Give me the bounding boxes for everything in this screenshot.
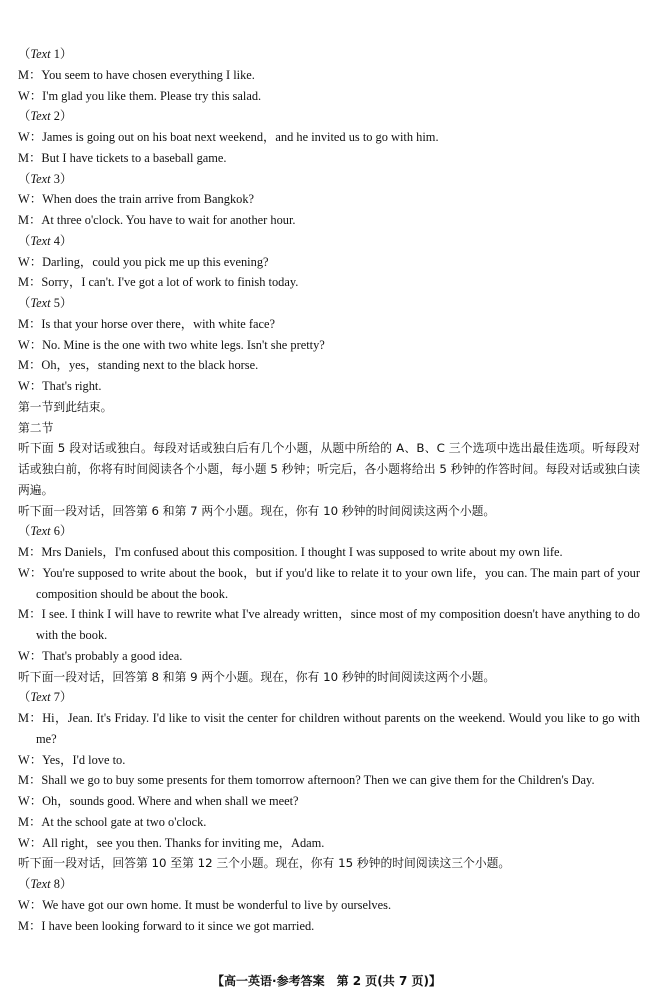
label-open-paren: （: [18, 524, 31, 539]
label-word: Text: [30, 877, 51, 891]
label-number: 7）: [50, 690, 73, 705]
text-section-label: [18, 687, 640, 708]
dialogue-line: M：I see. I think I will have to rewrite what I've already written，since most of my composition doesn't have anything to do with the book.: [18, 607, 640, 642]
dialogue-line: W：I'm glad you like them. Please try this salad.: [18, 88, 262, 103]
dialogue-line: M：Mrs Daniels，I'm confused about this composition. I thought I was supposed to write about my own life.: [18, 545, 563, 559]
label-word: Text: [30, 109, 51, 124]
text-section-label: [18, 169, 640, 190]
transcript-body: [18, 44, 640, 936]
label-number: 2）: [50, 109, 73, 124]
label-word: Text: [30, 171, 51, 186]
label-number: 5）: [50, 296, 73, 310]
instruction-line: 听下面一段对话，回答第 6 和第 7 两个小题。现在，你有 10 秒钟的时间阅读这两个小题。: [18, 503, 496, 518]
label-word: Text: [30, 47, 51, 61]
text-section-label: [18, 44, 640, 65]
text-section-label: [18, 874, 640, 895]
dialogue-line: M：Sorry，I can't. I've got a lot of work to finish today.: [18, 275, 299, 290]
instruction-paragraph: 听下面 5 段对话或独白。每段对话或独白后有几个小题，从题中所给的 A、B、C 三个选项中选出最佳选项。听每段对话或独白前，你将有时间阅读各个小题，每小题 5 秒钟；听完后，各小题将给出 5 秒钟的作答时间。每段对话或独白读两遍。: [18, 441, 640, 497]
dialogue-line: W：James is going out on his boat next weekend，and he invited us to go with him.: [18, 130, 439, 144]
text-section-label: [18, 521, 640, 542]
dialogue-line: M：At three o'clock. You have to wait for another hour.: [18, 213, 296, 227]
dialogue-line: W：That's probably a good idea.: [18, 648, 183, 663]
text-section-label: [18, 231, 640, 252]
dialogue-line: W：When does the train arrive from Bangkok?: [18, 192, 255, 207]
label-number: 3）: [50, 171, 73, 186]
label-number: 1）: [50, 47, 73, 61]
label-open-paren: （: [18, 877, 31, 891]
dialogue-line: M：You seem to have chosen everything I like.: [18, 67, 255, 82]
dialogue-line: W：Yes，I'd love to.: [18, 752, 126, 767]
dialogue-line: M：But I have tickets to a baseball game.: [18, 150, 227, 165]
instruction-line: 第二节: [18, 420, 54, 435]
dialogue-line: W：Darling，could you pick me up this evening?: [18, 254, 269, 269]
dialogue-line: M：Hi，Jean. It's Friday. I'd like to visit the center for children without parents on the weekend. Would you like to go with me?: [18, 711, 640, 746]
dialogue-line: M：Shall we go to buy some presents for them tomorrow afternoon? Then we can give them for the Children's Day.: [18, 773, 595, 788]
text-section-label: [18, 106, 640, 127]
label-number: 8）: [50, 877, 73, 891]
text-section-label: [18, 293, 640, 314]
label-open-paren: （: [18, 690, 31, 705]
dialogue-line: W：You're supposed to write about the book，but if you'd like to relate it to your own life，you can. The main part of your composition should be about the book.: [18, 565, 640, 601]
label-word: Text: [30, 524, 51, 539]
dialogue-line: M：At the school gate at two o'clock.: [18, 814, 207, 829]
label-open-paren: （: [18, 171, 31, 186]
dialogue-line: W：Oh，sounds good. Where and when shall we meet?: [18, 794, 299, 808]
label-word: Text: [30, 296, 51, 310]
dialogue-line: M：Oh，yes，standing next to the black horse.: [18, 358, 259, 373]
instruction-line: 听下面一段对话，回答第 8 和第 9 两个小题。现在，你有 10 秒钟的时间阅读这两个小题。: [18, 669, 496, 684]
label-open-paren: （: [18, 47, 31, 61]
dialogue-line: M：I have been looking forward to it since we got married.: [18, 918, 315, 933]
label-open-paren: （: [18, 109, 31, 124]
dialogue-line: W：We have got our own home. It must be wonderful to live by ourselves.: [18, 897, 392, 912]
dialogue-line: W：That's right.: [18, 379, 102, 393]
dialogue-line: M：Is that your horse over there，with white face?: [18, 316, 276, 331]
label-word: Text: [30, 690, 51, 705]
label-open-paren: （: [18, 233, 31, 248]
label-number: 6）: [50, 524, 73, 539]
dialogue-line: W：All right，see you then. Thanks for inviting me，Adam.: [18, 835, 325, 850]
label-word: Text: [30, 233, 51, 248]
dialogue-line: W：No. Mine is the one with two white legs. Isn't she pretty?: [18, 337, 325, 352]
instruction-line: 听下面一段对话，回答第 10 至第 12 三个小题。现在，你有 15 秒钟的时间阅读这三个小题。: [18, 856, 511, 871]
label-open-paren: （: [18, 296, 31, 310]
page-footer: 【高一英语·参考答案 第 2 页(共 7 页)】: [212, 974, 441, 988]
instruction-line: 第一节到此结束。: [18, 399, 113, 414]
label-number: 4）: [50, 233, 73, 248]
